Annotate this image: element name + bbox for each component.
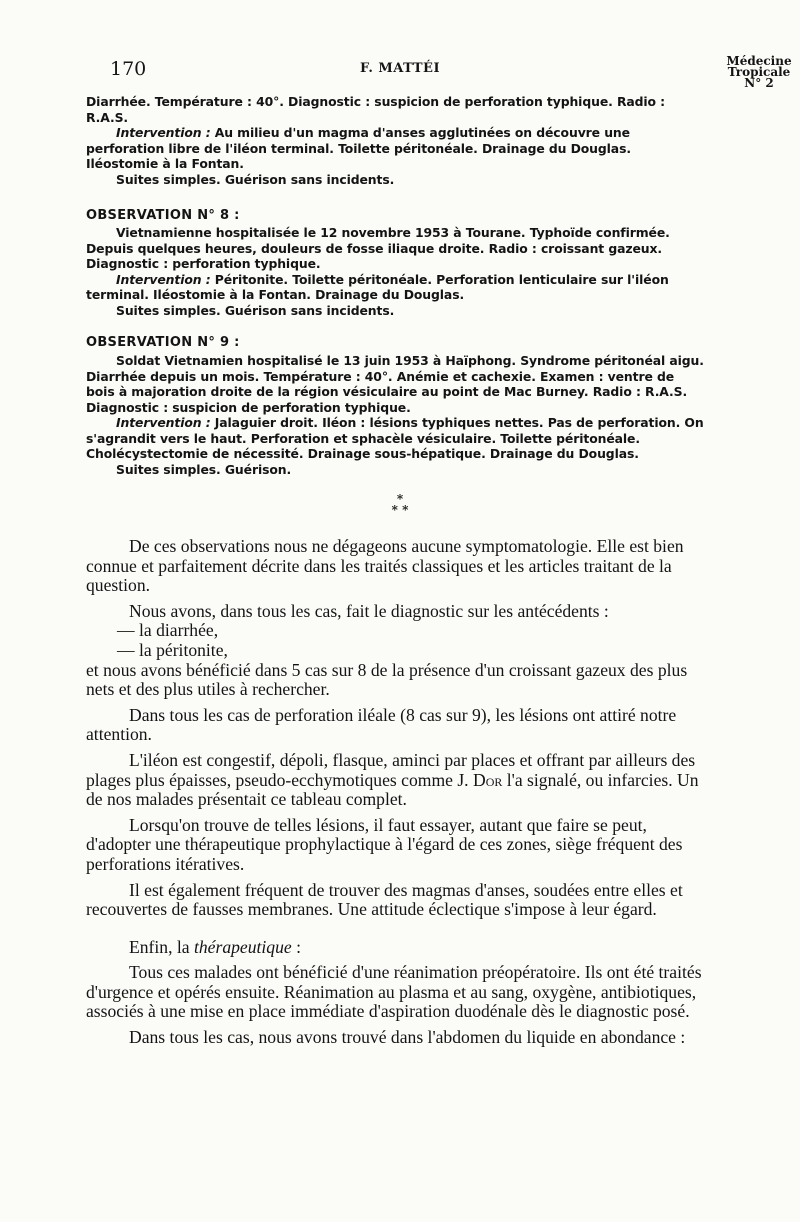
asterism-bottom: * * <box>391 503 409 517</box>
paragraph: Il est également fréquent de trouver des magmas d'anses, soudées entre elles et recouvertes de fausses membranes. Une attitude éclectique s'impose à leur égard. <box>86 879 683 920</box>
observation-9 <box>86 353 706 477</box>
paragraph: Dans tous les cas, nous avons trouvé dans l'abdomen du liquide en abondance : <box>129 1027 686 1048</box>
running-title: F. MATTÉI <box>359 61 441 76</box>
paragraph: Nous avons, dans tous les cas, fait le diagnostic sur les antécédents : <box>129 600 609 621</box>
paragraph-text: Enfin, la <box>129 936 194 957</box>
journal-line: Médecine <box>726 54 792 68</box>
obs9-body: Soldat Vietnamien hospitalisé le 13 juin 1953 à Haïphong. Syndrome péritonéal aigu. Diarrhée depuis un mois. Température : 40°. Anémie et cachexie. Examen : ventre de bois à majoration droite de la région vésiculaire au point de Mac Burney. Radio : R.A.S. Diagnostic : suspicion de perforation typhique. <box>86 353 704 415</box>
discussion-text <box>86 537 712 1048</box>
section-term: thérapeutique <box>193 936 292 957</box>
list-item: — la péritonite, <box>117 639 228 660</box>
obs9-suites: Suites simples. Guérison. <box>116 461 292 477</box>
journal-tag <box>720 56 798 89</box>
intervention-text: Péritonite. Toilette péritonéale. Perforation lenticulaire sur l'iléon terminal. Iléostomie à la Fontan. Drainage du Douglas. <box>86 271 669 302</box>
obs8-body: Vietnamienne hospitalisée le 12 novembre 1953 à Tourane. Typhoïde confirmée. Depuis quelques heures, douleurs de fosse iliaque droite. Radio : croissant gazeux. Diagnostic : perforation typhique. <box>86 225 670 271</box>
obs7-intervention <box>86 125 706 172</box>
page-number: 170 <box>110 58 147 80</box>
section-intro <box>86 938 712 958</box>
paragraph-text: : <box>291 936 302 957</box>
obs9-intervention <box>86 415 706 462</box>
paragraph: Lorsqu'on trouve de telles lésions, il faut essayer, autant que faire se peut, d'adopter une thérapeutique prophylactique à l'égard de ces zones, siège fréquent des perforations itératives. <box>86 814 683 874</box>
observation-8-heading: OBSERVATION N° 8 : <box>86 208 240 223</box>
paragraph: et nous avons bénéficié dans 5 cas sur 8 de la présence d'un croissant gazeux des plus nets et des plus utiles à rechercher. <box>86 659 688 700</box>
list-item: — la diarrhée, <box>117 620 219 641</box>
journal-issue: N° 2 <box>744 76 774 90</box>
paragraph <box>86 751 712 810</box>
intervention-label: Intervention : <box>116 271 211 287</box>
author-name: Dor <box>472 769 503 790</box>
paragraph-text: L'iléon est congestif, dépoli, flasque, aminci par places et offrant par ailleurs des plages plus épaisses, pseudo-ecchymotiques comme J. <box>86 749 696 790</box>
obs8-suites: Suites simples. Guérison sans incidents. <box>116 302 395 318</box>
asterism <box>380 494 420 516</box>
paragraph: Tous ces malades ont bénéficié d'une réanimation préopératoire. Ils ont été traités d'urgence et opérés ensuite. Réanimation au plasma et au sang, oxygène, antibiotiques, associés à une mise en place immédiate d'aspiration duodénale dès le diagnostic posé. <box>86 962 702 1022</box>
paragraph: Dans tous les cas de perforation iléale (8 cas sur 9), les lésions ont attiré notre attention. <box>86 704 677 745</box>
obs8-intervention <box>86 272 706 303</box>
obs7-suites: Suites simples. Guérison sans incidents. <box>116 171 395 187</box>
paragraph: De ces observations nous ne dégageons aucune symptomatologie. Elle est bien connue et parfaitement décrite dans les traités classiques et les articles traitant de la question. <box>86 536 684 596</box>
journal-line: Tropicale <box>727 65 791 79</box>
observation-9-heading: OBSERVATION N° 9 : <box>86 335 240 350</box>
intervention-label: Intervention : <box>116 415 211 430</box>
asterism-top: * <box>396 492 404 506</box>
paragraph-text: l'a signalé, ou infarcies. Un de nos malades présentait ce tableau complet. <box>86 769 699 810</box>
obs7-clinical: Diarrhée. Température : 40°. Diagnostic : suspicion de perforation typhique. Radio : R.A.S. <box>86 94 666 125</box>
observation-8 <box>86 225 706 318</box>
intervention-label: Intervention : <box>116 125 211 140</box>
intervention-text: Au milieu d'un magma d'anses agglutinées on découvre une perforation libre de l'iléon terminal. Toilette péritonéale. Drainage du Douglas. Iléostomie à la Fontan. <box>86 125 631 171</box>
observation-7-tail <box>86 94 706 187</box>
intervention-text: Jalaguier droit. Iléon : lésions typhiques nettes. Pas de perforation. On s'agrandit vers le haut. Perforation et sphacèle vésiculaire. Toilette péritonéale. Cholécystectomie de nécessité. Drainage sous-hépatique. Drainage du Douglas. <box>86 415 704 461</box>
